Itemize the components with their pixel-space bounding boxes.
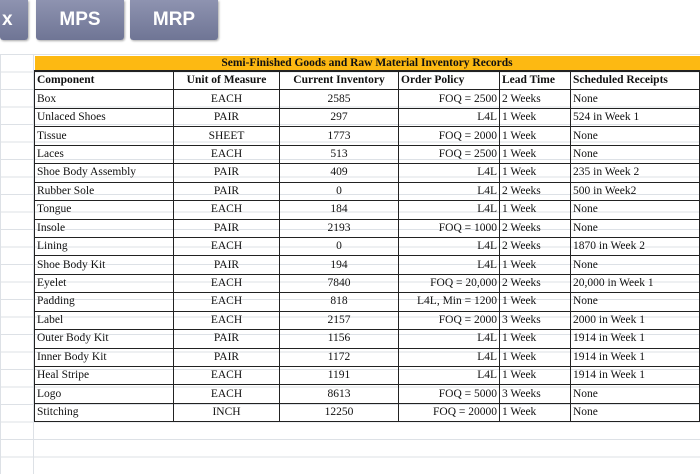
cell-current-inventory[interactable]: 409 [280, 164, 399, 182]
cell-scheduled-receipts[interactable]: None [571, 127, 700, 145]
table-row [35, 145, 700, 163]
table-row [35, 330, 700, 348]
inventory-records-table [34, 56, 700, 422]
cell-current-inventory[interactable]: 2585 [280, 90, 399, 108]
cell-lead-time[interactable]: 1 Week [500, 293, 571, 311]
cell-scheduled-receipts[interactable]: None [571, 256, 700, 274]
cell-current-inventory[interactable]: 2157 [280, 311, 399, 329]
cell-lead-time[interactable]: 1 Week [500, 256, 571, 274]
table-row [35, 201, 700, 219]
cell-order-policy[interactable]: L4L [399, 201, 500, 219]
cell-lead-time[interactable]: 1 Week [500, 403, 571, 421]
cell-unit-of-measure[interactable]: SHEET [174, 127, 280, 145]
cell-lead-time[interactable]: 1 Week [500, 348, 571, 366]
cell-unit-of-measure[interactable]: PAIR [174, 256, 280, 274]
cell-component[interactable]: Outer Body Kit [35, 330, 174, 348]
cell-current-inventory[interactable]: 8613 [280, 385, 399, 403]
table-row [35, 90, 700, 108]
table-row [35, 237, 700, 255]
header-scheduled-receipts[interactable]: Scheduled Receipts [571, 71, 700, 90]
cell-current-inventory[interactable]: 0 [280, 182, 399, 200]
cell-component[interactable]: Shoe Body Kit [35, 256, 174, 274]
cell-lead-time[interactable]: 2 Weeks [500, 237, 571, 255]
cell-component[interactable]: Insole [35, 219, 174, 237]
cell-component[interactable]: Unlaced Shoes [35, 108, 174, 126]
table-row [35, 293, 700, 311]
cell-unit-of-measure[interactable]: PAIR [174, 219, 280, 237]
cell-order-policy[interactable]: FOQ = 20000 [399, 403, 500, 421]
cell-order-policy[interactable]: L4L [399, 256, 500, 274]
cell-scheduled-receipts[interactable]: 2000 in Week 1 [571, 311, 700, 329]
cell-lead-time[interactable]: 3 Weeks [500, 311, 571, 329]
cell-lead-time[interactable]: 3 Weeks [500, 385, 571, 403]
cell-order-policy[interactable]: FOQ = 2500 [399, 145, 500, 163]
cell-lead-time[interactable]: 1 Week [500, 145, 571, 163]
cell-unit-of-measure[interactable]: INCH [174, 403, 280, 421]
cell-lead-time[interactable]: 1 Week [500, 367, 571, 385]
cell-scheduled-receipts[interactable]: 20,000 in Week 1 [571, 274, 700, 292]
table-row [35, 108, 700, 126]
cell-lead-time[interactable]: 2 Weeks [500, 90, 571, 108]
cell-unit-of-measure[interactable]: EACH [174, 274, 280, 292]
cell-lead-time[interactable]: 1 Week [500, 164, 571, 182]
cell-current-inventory[interactable]: 1191 [280, 367, 399, 385]
table-row [35, 348, 700, 366]
table-row [35, 367, 700, 385]
cell-order-policy[interactable]: FOQ = 2000 [399, 311, 500, 329]
cell-current-inventory[interactable]: 1156 [280, 330, 399, 348]
cell-order-policy[interactable]: L4L [399, 237, 500, 255]
cell-scheduled-receipts[interactable]: None [571, 90, 700, 108]
cell-scheduled-receipts[interactable]: None [571, 293, 700, 311]
cell-component[interactable]: Padding [35, 293, 174, 311]
cell-order-policy[interactable]: L4L [399, 182, 500, 200]
cell-scheduled-receipts[interactable]: 1870 in Week 2 [571, 237, 700, 255]
cell-lead-time[interactable]: 1 Week [500, 127, 571, 145]
table-title[interactable]: Semi-Finished Goods and Raw Material Inventory Records [35, 56, 700, 71]
cell-current-inventory[interactable]: 194 [280, 256, 399, 274]
table-row [35, 127, 700, 145]
cell-component[interactable]: Heal Stripe [35, 367, 174, 385]
cell-order-policy[interactable]: L4L [399, 330, 500, 348]
cell-order-policy[interactable]: L4L [399, 108, 500, 126]
cell-unit-of-measure[interactable]: EACH [174, 385, 280, 403]
cell-lead-time[interactable]: 2 Weeks [500, 182, 571, 200]
cell-component[interactable]: Logo [35, 385, 174, 403]
cell-current-inventory[interactable]: 513 [280, 145, 399, 163]
cell-current-inventory[interactable]: 12250 [280, 403, 399, 421]
cell-current-inventory[interactable]: 7840 [280, 274, 399, 292]
table-row [35, 385, 700, 403]
cell-unit-of-measure[interactable]: PAIR [174, 330, 280, 348]
cell-current-inventory[interactable]: 2193 [280, 219, 399, 237]
cell-component[interactable]: Tissue [35, 127, 174, 145]
cell-unit-of-measure[interactable]: PAIR [174, 182, 280, 200]
cell-unit-of-measure[interactable]: PAIR [174, 164, 280, 182]
cell-current-inventory[interactable]: 297 [280, 108, 399, 126]
table-title-row [35, 56, 700, 71]
table-row [35, 256, 700, 274]
cell-scheduled-receipts[interactable]: None [571, 403, 700, 421]
cell-current-inventory[interactable]: 0 [280, 237, 399, 255]
header-order-policy[interactable]: Order Policy [399, 71, 500, 90]
table-row [35, 311, 700, 329]
cell-component[interactable]: Eyelet [35, 274, 174, 292]
header-component[interactable]: Component [35, 71, 174, 90]
cell-component[interactable]: Shoe Body Assembly [35, 164, 174, 182]
cell-order-policy[interactable]: FOQ = 20,000 [399, 274, 500, 292]
cell-order-policy[interactable]: L4L [399, 367, 500, 385]
cell-unit-of-measure[interactable]: PAIR [174, 108, 280, 126]
cell-lead-time[interactable]: 1 Week [500, 201, 571, 219]
cell-current-inventory[interactable]: 184 [280, 201, 399, 219]
tab-previous[interactable]: x [0, 0, 28, 40]
cell-current-inventory[interactable]: 1172 [280, 348, 399, 366]
cell-unit-of-measure[interactable]: EACH [174, 367, 280, 385]
table-row [35, 164, 700, 182]
cell-current-inventory[interactable]: 1773 [280, 127, 399, 145]
cell-scheduled-receipts[interactable]: 524 in Week 1 [571, 108, 700, 126]
cell-order-policy[interactable]: L4L, Min = 1200 [399, 293, 500, 311]
cell-component[interactable]: Box [35, 90, 174, 108]
cell-unit-of-measure[interactable]: EACH [174, 145, 280, 163]
cell-unit-of-measure[interactable]: EACH [174, 311, 280, 329]
cell-scheduled-receipts[interactable]: None [571, 145, 700, 163]
cell-order-policy[interactable]: FOQ = 2500 [399, 90, 500, 108]
cell-unit-of-measure[interactable]: EACH [174, 201, 280, 219]
cell-order-policy[interactable]: FOQ = 1000 [399, 219, 500, 237]
cell-scheduled-receipts[interactable]: 235 in Week 2 [571, 164, 700, 182]
header-lead-time[interactable]: Lead Time [500, 71, 571, 90]
header-current-inventory[interactable]: Current Inventory [280, 71, 399, 90]
cell-component[interactable]: Tongue [35, 201, 174, 219]
cell-unit-of-measure[interactable]: EACH [174, 90, 280, 108]
cell-lead-time[interactable]: 1 Week [500, 330, 571, 348]
cell-current-inventory[interactable]: 818 [280, 293, 399, 311]
cell-component[interactable]: Inner Body Kit [35, 348, 174, 366]
cell-unit-of-measure[interactable]: EACH [174, 293, 280, 311]
cell-lead-time[interactable]: 2 Weeks [500, 274, 571, 292]
cell-scheduled-receipts[interactable]: None [571, 385, 700, 403]
cell-scheduled-receipts[interactable]: 1914 in Week 1 [571, 348, 700, 366]
table-row [35, 274, 700, 292]
cell-order-policy[interactable]: FOQ = 2000 [399, 127, 500, 145]
cell-order-policy[interactable]: L4L [399, 348, 500, 366]
table-row [35, 182, 700, 200]
tab-mrp[interactable]: MRP [130, 0, 218, 40]
header-unit-of-measure[interactable]: Unit of Measure [174, 71, 280, 90]
cell-scheduled-receipts[interactable]: None [571, 201, 700, 219]
cell-component[interactable]: Label [35, 311, 174, 329]
cell-lead-time[interactable]: 1 Week [500, 108, 571, 126]
cell-unit-of-measure[interactable]: EACH [174, 237, 280, 255]
cell-lead-time[interactable]: 2 Weeks [500, 219, 571, 237]
cell-scheduled-receipts[interactable]: 1914 in Week 1 [571, 330, 700, 348]
cell-scheduled-receipts[interactable]: 1914 in Week 1 [571, 367, 700, 385]
table-row [35, 403, 700, 421]
sheet-tab-strip [0, 0, 700, 44]
cell-scheduled-receipts[interactable]: None [571, 219, 700, 237]
tab-mps[interactable]: MPS [36, 0, 124, 40]
cell-order-policy[interactable]: L4L [399, 164, 500, 182]
cell-order-policy[interactable]: FOQ = 5000 [399, 385, 500, 403]
table-row [35, 219, 700, 237]
cell-component[interactable]: Lining [35, 237, 174, 255]
table-header-row [35, 71, 700, 90]
cell-unit-of-measure[interactable]: PAIR [174, 348, 280, 366]
cell-component[interactable]: Laces [35, 145, 174, 163]
cell-scheduled-receipts[interactable]: 500 in Week2 [571, 182, 700, 200]
cell-component[interactable]: Rubber Sole [35, 182, 174, 200]
cell-component[interactable]: Stitching [35, 403, 174, 421]
